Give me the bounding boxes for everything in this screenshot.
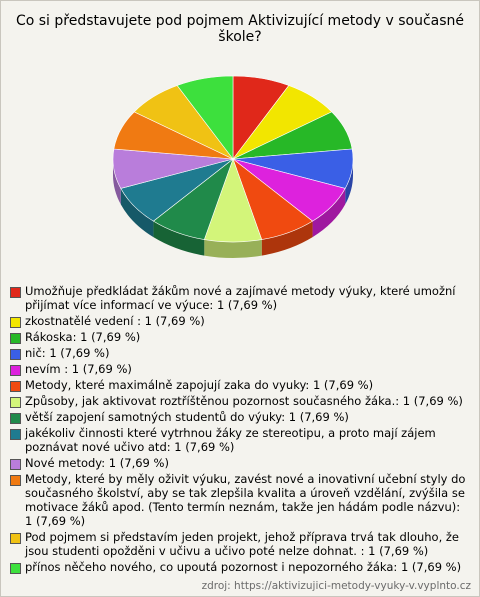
- legend-swatch: [10, 413, 21, 424]
- legend-label: Rákoska: 1 (7,69 %): [25, 330, 141, 344]
- legend-label: nevím : 1 (7,69 %): [25, 362, 132, 376]
- legend-item: [9, 394, 471, 408]
- pie-top: [113, 76, 353, 242]
- chart-title: Co si představujete pod pojmem Aktivizující metody v současné škole?: [15, 13, 465, 45]
- legend-label: Umožňuje předkládat žákům nové a zajímavé metody výuky, které umožní přijímat více informací ve výuce: 1 (7,69 %): [25, 284, 456, 312]
- legend-swatch: [10, 475, 21, 486]
- legend-swatch: [10, 317, 21, 328]
- legend-item: [9, 362, 471, 376]
- legend-item: [9, 284, 471, 312]
- legend-item: [9, 314, 471, 328]
- legend-label: Pod pojmem si představím jeden projekt, jehož příprava trvá tak dlouho, že jsou studenti opožděni v učivu a učivo poté nelze dohnat. : 1 (7,69 %): [25, 530, 460, 558]
- legend-swatch: [10, 429, 21, 440]
- legend-swatch: [10, 287, 21, 298]
- legend-swatch: [10, 381, 21, 392]
- legend-item: [9, 530, 471, 558]
- legend-item: [9, 330, 471, 344]
- legend-item: [9, 560, 471, 574]
- legend-item: [9, 456, 471, 470]
- pie-slice-side-7: [204, 240, 261, 258]
- legend-label: zkostnatělé vedení : 1 (7,69 %): [25, 314, 205, 328]
- legend-item: [9, 346, 471, 360]
- legend-label: Metody, které by měly oživit výuku, zavést nové a inovativní učební styly do současného školství, aby se tak zlepšila kvalita a úroveň vzdělání, zvýšila se motivace žáků apod. (Tento termín neznám, takže jen hádám podle názvu): 1 (7,69 %): [25, 472, 466, 528]
- legend-label: Způsoby, jak aktivovat roztříštěnou pozornost současného žáka.: 1 (7,69 %): [25, 394, 463, 408]
- legend-item: [9, 426, 471, 454]
- legend-swatch: [10, 365, 21, 376]
- legend-swatch: [10, 349, 21, 360]
- chart-legend: [9, 284, 471, 576]
- legend-label: Metody, které maximálně zapojují zaka do vyuky: 1 (7,69 %): [25, 378, 374, 392]
- legend-swatch: [10, 563, 21, 574]
- legend-label: přínos něčeho nového, co upoutá pozornost i nepozorného žáka: 1 (7,69 %): [25, 560, 462, 574]
- legend-swatch: [10, 333, 21, 344]
- legend-swatch: [10, 533, 21, 544]
- legend-item: [9, 472, 471, 528]
- legend-label: nič: 1 (7,69 %): [25, 346, 110, 360]
- legend-label: větší zapojení samotných studentů do výuky: 1 (7,69 %): [25, 410, 349, 424]
- legend-item: [9, 410, 471, 424]
- pie-chart: [1, 1, 479, 281]
- legend-swatch: [10, 459, 21, 470]
- legend-item: [9, 378, 471, 392]
- legend-label: Nové metody: 1 (7,69 %): [25, 456, 169, 470]
- legend-swatch: [10, 397, 21, 408]
- legend-label: jakékoliv činnosti které vytrhnou žáky ze stereotipu, a proto mají zájem poznávat nové učivo atd: 1 (7,69 %): [25, 426, 436, 454]
- source-credit: zdroj: https://aktivizujici-metody-vyuky-v.vyplnto.cz: [201, 580, 471, 592]
